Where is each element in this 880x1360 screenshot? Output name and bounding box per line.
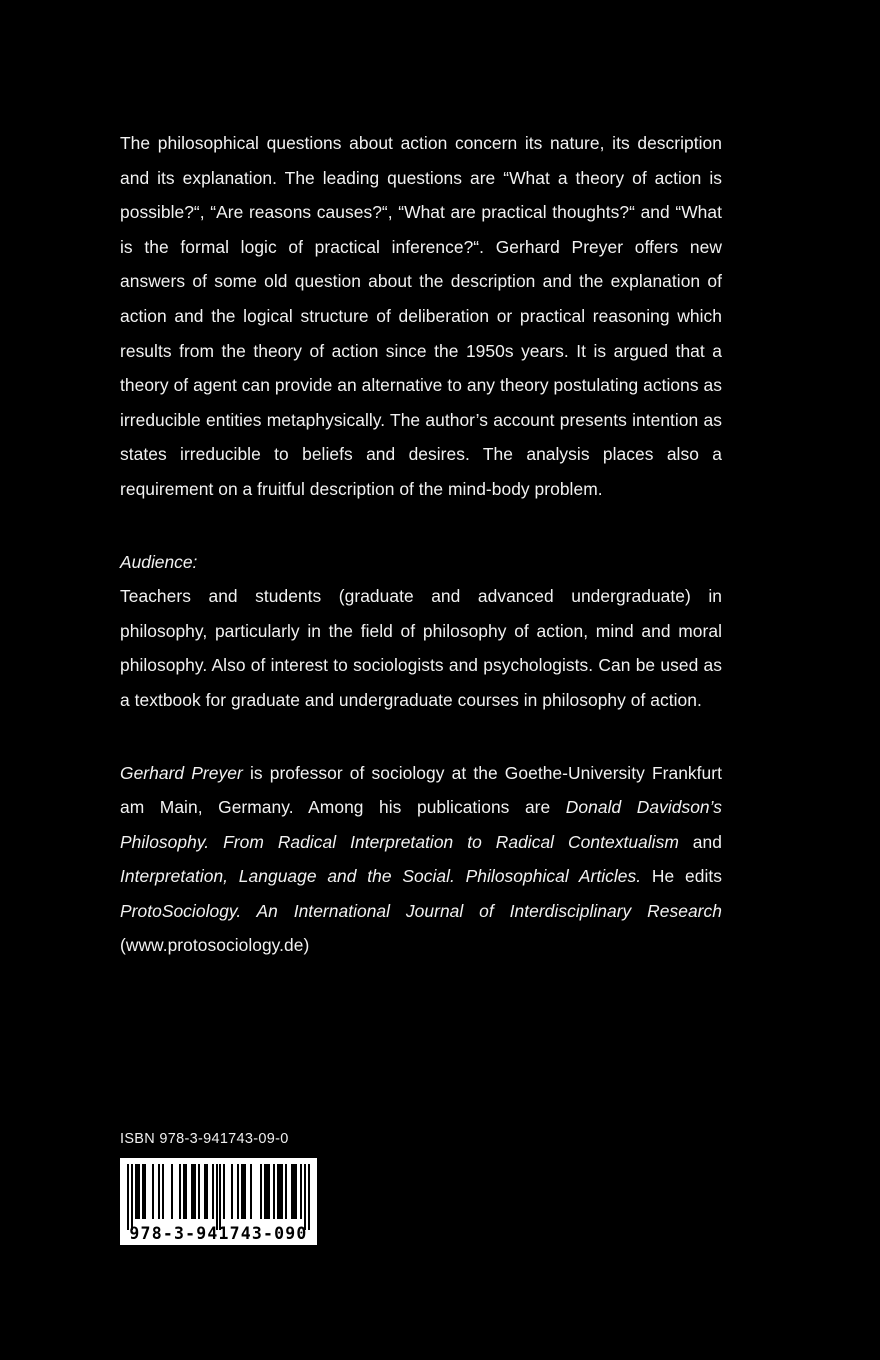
description-paragraph: The philosophical questions about action concern its nature, its description and its explanation. The leading questions are “What a theory of action is possible?“, “Are reasons causes?“, “What are practical thoughts?“ and “What is the formal logic of practical inference?“. Gerhard Preyer offers new answers of some old question about the description and the explanation of action and the logical structure of deliberation or practical reasoning which results from the theory of action since the 1950s years. It is argued that a theory of agent can provide an alternative to any theory postulating actions as irreducible entities metaphysically. The author’s account presents intention as states irreducible to beliefs and desires. The analysis places also a requirement on a fruitful description of the mind-body problem. xyxy=(120,133,722,499)
isbn-block xyxy=(120,1130,520,1245)
publication-title-3: ProtoSociology. An International Journal of Interdisciplinary Research xyxy=(120,900,722,921)
publication-title-1: Donald Davidson’s Philosophy. From Radical Interpretation to Radical Contextualism xyxy=(120,797,722,852)
bio-segment-1: is professor of sociology at the Goethe-University Frankfurt am Main, Germany. Among his publications are xyxy=(120,762,722,818)
bio-segment-4: (www.protosociology.de) xyxy=(120,935,310,956)
isbn-number: ISBN 978-3-941743-09-0 xyxy=(120,1131,289,1147)
bio-segment-2: and xyxy=(678,831,722,852)
publication-title-2: Interpretation, Language and the Social. Philosophical Articles. xyxy=(120,866,642,887)
author-bio-paragraph xyxy=(120,756,722,964)
author-name: Gerhard Preyer xyxy=(120,762,243,783)
paragraph-spacer xyxy=(120,718,722,756)
audience-heading: Audience: xyxy=(120,551,198,572)
barcode-bars xyxy=(127,1164,310,1219)
cover-text-block xyxy=(120,126,722,963)
bio-segment-3: He edits xyxy=(641,866,722,887)
barcode-digits: 978-3-941743-090 xyxy=(129,1224,308,1243)
audience-paragraph: Teachers and students (graduate and advanced undergraduate) in philosophy, particularly in the field of philosophy of action, mind and moral philosophy. Also of interest to sociologists and psychologists. Can be used as a textbook for graduate and undergraduate courses in philosophy of action. xyxy=(120,586,722,710)
isbn-barcode xyxy=(120,1158,317,1245)
paragraph-spacer xyxy=(120,507,722,545)
